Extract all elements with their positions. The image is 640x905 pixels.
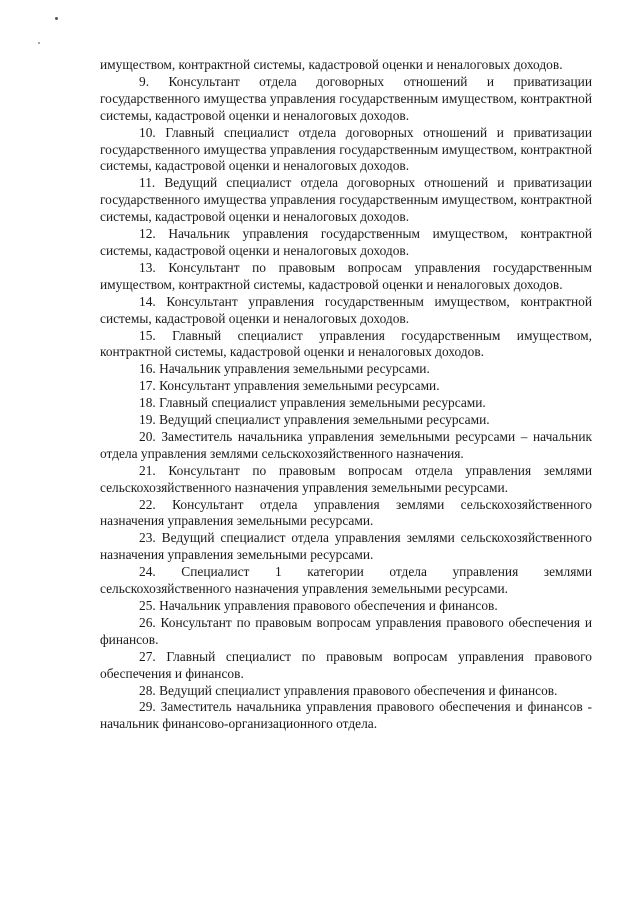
list-item: 25. Начальник управления правового обеспечения и финансов. <box>139 598 498 613</box>
list-item: 17. Консультант управления земельными ресурсами. <box>139 378 440 394</box>
list-item: 19. Ведущий специалист управления земельными ресурсами. <box>139 412 490 428</box>
list-item: 13. Консультант по правовым вопросам управления государственным имуществом, контрактной системы, кадастровой оценки и неналоговых доходов. <box>100 259 592 292</box>
list-item: 21. Консультант по правовым вопросам отдела управления землями сельскохозяйственного назначения управления земельными ресурсами. <box>100 462 592 495</box>
list-item: 26. Консультант по правовым вопросам управления правового обеспечения и финансов. <box>100 614 592 647</box>
continuation-paragraph: имуществом, контрактной системы, кадастровой оценки и неналоговых доходов. <box>100 57 563 72</box>
list-item: 28. Ведущий специалист управления правового обеспечения и финансов. <box>139 682 558 698</box>
list-item: 23. Ведущий специалист отдела управления землями сельскохозяйственного назначения управления земельными ресурсами. <box>100 530 592 563</box>
list-item: 15. Главный специалист управления государственным имуществом, контрактной системы, кадастровой оценки и неналоговых доходов. <box>100 327 592 360</box>
list-item: 14. Консультант управления государственным имуществом, контрактной системы, кадастровой оценки и неналоговых доходов. <box>100 293 592 326</box>
scan-speck <box>38 42 40 44</box>
list-item: 20. Заместитель начальника управления земельными ресурсами – начальник отдела управления землями сельскохозяйственного назначения. <box>100 428 592 461</box>
list-item: 10. Главный специалист отдела договорных отношений и приватизации государственного имущества управления государственным имуществом, контрактной системы, кадастровой оценки и неналоговых доходов. <box>100 124 592 174</box>
list-item: 24. Специалист 1 категории отдела управления землями сельскохозяйственного назначения управления земельными ресурсами. <box>100 564 592 597</box>
list-item: 18. Главный специалист управления земельными ресурсами. <box>139 395 486 411</box>
list-item: 9. Консультант отдела договорных отношений и приватизации государственного имущества управления государственным имуществом, контрактной системы, кадастровой оценки и неналоговых доходов. <box>100 73 592 123</box>
scan-speck <box>55 17 58 20</box>
list-item: 27. Главный специалист по правовым вопросам управления правового обеспечения и финансов. <box>100 648 592 681</box>
list-item: 29. Заместитель начальника управления правового обеспечения и финансов - начальник финансово-организационного отдела. <box>100 699 592 732</box>
document-page <box>100 57 592 733</box>
list-item: 11. Ведущий специалист отдела договорных отношений и приватизации государственного имущества управления государственным имуществом, контрактной системы, кадастровой оценки и неналоговых доходов. <box>100 175 592 225</box>
list-item: 12. Начальник управления государственным имуществом, контрактной системы, кадастровой оценки и неналоговых доходов. <box>100 226 592 258</box>
list-item: 16. Начальник управления земельными ресурсами. <box>139 361 430 377</box>
list-item: 22. Консультант отдела управления землями сельскохозяйственного назначения управления земельными ресурсами. <box>100 496 592 529</box>
